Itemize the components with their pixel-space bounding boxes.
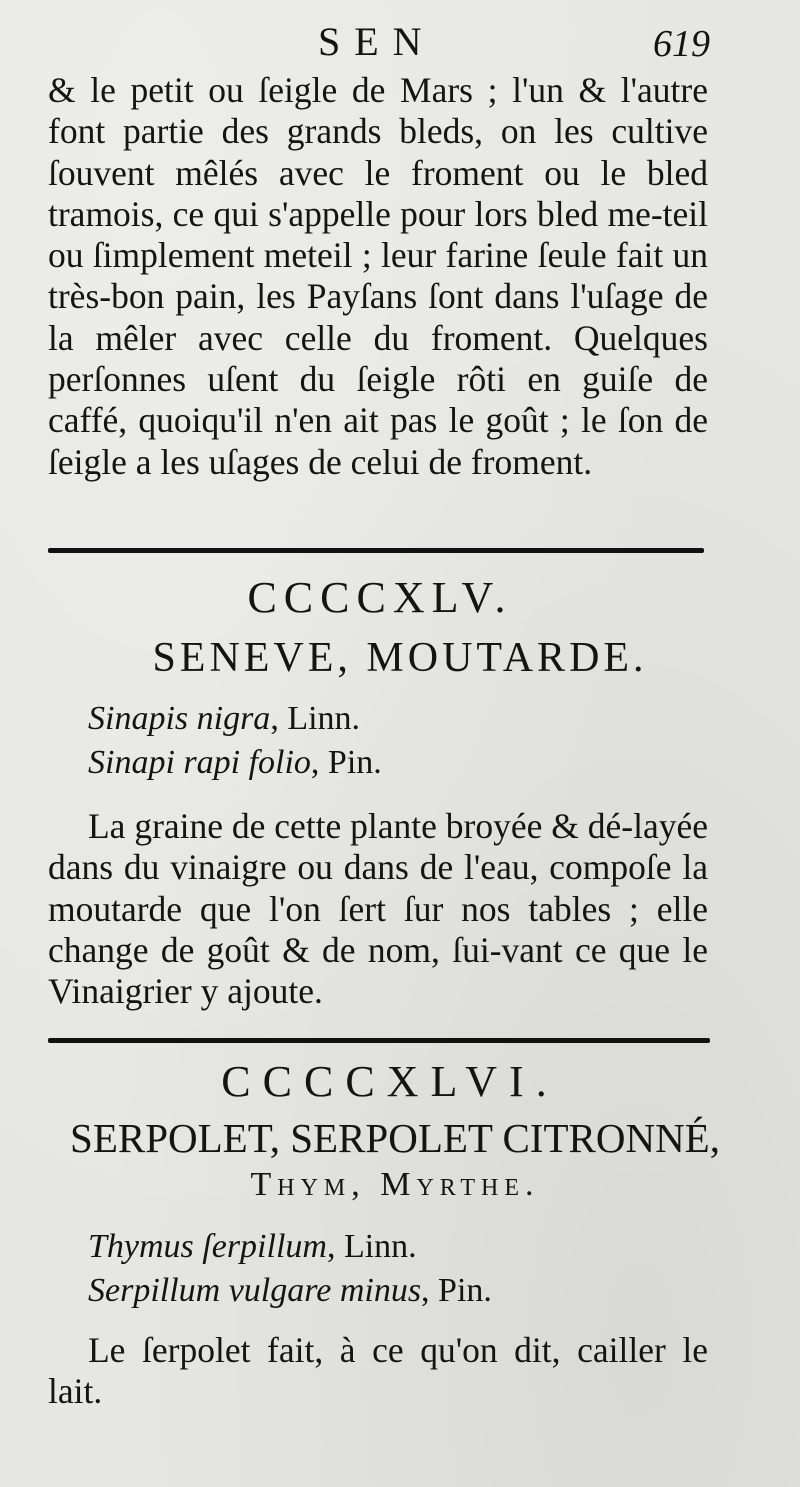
latin-name: Serpillum vulgare minus bbox=[88, 1272, 422, 1309]
section-divider bbox=[48, 1038, 710, 1043]
entry-title: SERPOLET, SERPOLET CITRONNÉ, bbox=[70, 1115, 720, 1161]
entry-number: CCCCXLVI. bbox=[221, 1057, 559, 1106]
synonym-author: , Linn. bbox=[270, 700, 361, 737]
running-title: SEN bbox=[318, 19, 436, 64]
page-number: 619 bbox=[653, 23, 710, 65]
entry-text: La graine de cette plante broyée & dé-layée dans du vinaigre ou dans de l'eau, compoſe la moutarde que l'on ſert ſur nos tables ; elle change de goût & de nom, ſui-vant ce que le Vinaigrier y ajoute. bbox=[48, 806, 708, 1012]
entry-subtitle: Thym, Myrthe. bbox=[250, 1166, 540, 1203]
synonym-author: , Pin. bbox=[421, 1272, 492, 1309]
latin-synonym bbox=[88, 700, 360, 738]
synonym-author: , Pin. bbox=[310, 744, 382, 781]
latin-name: Sinapi rapi folio bbox=[88, 744, 311, 781]
synonym-author: , Linn. bbox=[326, 1228, 417, 1265]
section-divider bbox=[48, 548, 704, 553]
latin-synonym bbox=[88, 1228, 417, 1266]
entry-title: SENEVE, MOUTARDE. bbox=[152, 635, 648, 681]
latin-synonym bbox=[88, 744, 382, 782]
entry-text: Le ſerpolet fait, à ce qu'on dit, cailler le lait. bbox=[48, 1330, 708, 1412]
entry-number: CCCCXLV. bbox=[247, 573, 513, 622]
latin-synonym bbox=[88, 1272, 492, 1310]
latin-name: Sinapis nigra bbox=[88, 700, 271, 737]
latin-name: Thymus ſerpillum bbox=[88, 1228, 327, 1265]
continued-paragraph: & le petit ou ſeigle de Mars ; l'un & l'autre font partie des grands bleds, on les cultive ſouvent mêlés avec le froment ou le bled tramois, ce qui s'appelle pour lors bled me-teil ou ſimplement meteil ; leur farine ſeule fait un très-bon pain, les Payſans ſont dans l'uſage de la mêler avec celle du froment. Quelques perſonnes uſent du ſeigle rôti en guiſe de caffé, quoiqu'il n'en ait pas le goût ; le ſon de ſeigle a les uſages de celui de froment. bbox=[48, 70, 708, 482]
running-head bbox=[0, 18, 800, 68]
